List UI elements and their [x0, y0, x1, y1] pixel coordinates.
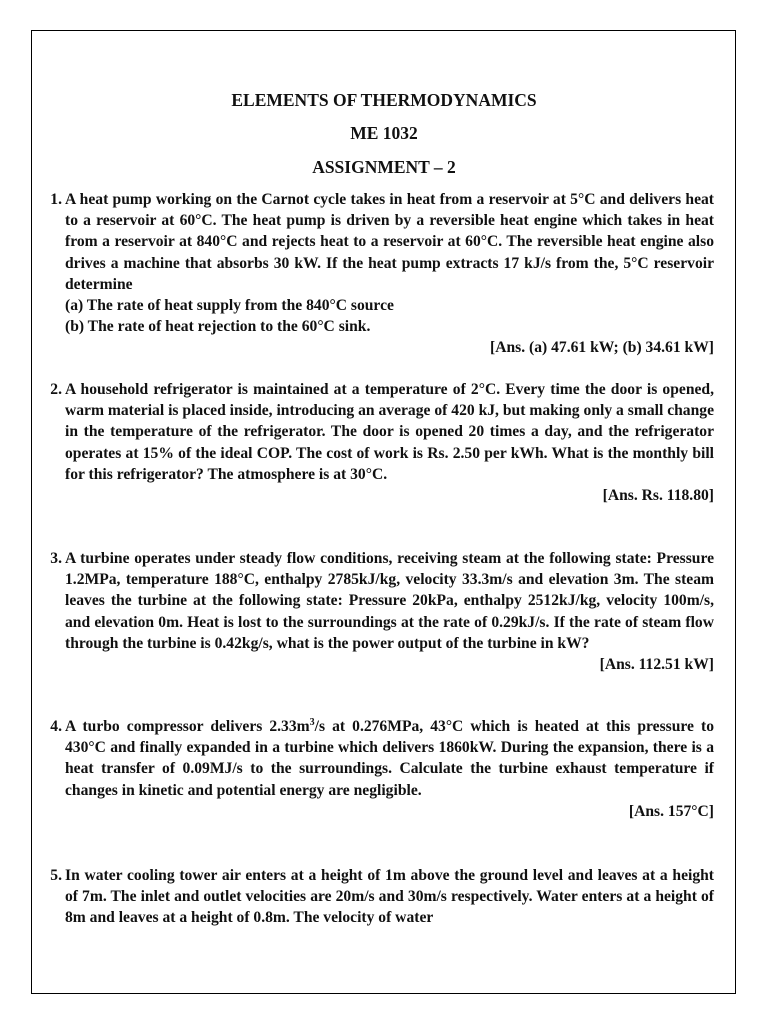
question-body: A household refrigerator is maintained at a temperature of 2°C. Every time the door is opened, warm material is placed inside, introducing an average of 420 kJ, but making only a small change in the temperature of the refrigerator. The door is opened 20 times a day, and the refrigerator operates at 15% of the ideal COP. The cost of work is Rs. 2.50 per kWh. What is the monthly bill for this refrigerator? The atmosphere is at 30°C.: [65, 381, 714, 483]
question-3: [37, 548, 714, 675]
question-number: 3.: [50, 550, 62, 567]
question-body: A heat pump working on the Carnot cycle takes in heat from a reservoir at 5°C and delivers heat to a reservoir at 60°C. The heat pump is driven by a reversible heat engine which takes in heat from a reservoir at 840°C and rejects heat to a reservoir at 60°C. The reversible heat engine also drives a machine that absorbs 30 kW. If the heat pump extracts 17 kJ/s from the, 5°C reservoir determine: [65, 191, 714, 293]
question-number: 2.: [50, 381, 62, 398]
question-2: [37, 379, 714, 506]
question-text: [65, 379, 714, 506]
question-body: In water cooling tower air enters at a height of 1m above the ground level and leaves at a height of 7m. The inlet and outlet velocities are 20m/s and 30m/s respectively. Water enters at a height of 8m and leaves at a height of 0.8m. The velocity of water: [65, 867, 714, 927]
question-text: [65, 548, 714, 675]
question-body-rest: /s at 0.276MPa, 43°C which is heated at this pressure to 430°C and finally expanded in a turbine which delivers 1860kW. During the expansion, there is a heat transfer of 0.09MJ/s to the surroundings. Calculate the turbine exhaust temperature if changes in kinetic and potential energy are negligible.: [65, 718, 714, 799]
question-part-a: (a) The rate of heat supply from the 840°C source: [65, 297, 394, 315]
question-part-b: (b) The rate of heat rejection to the 60°C sink.: [65, 318, 371, 336]
question-1: [37, 189, 714, 359]
answer: [Ans. Rs. 118.80]: [602, 487, 714, 505]
course-code: ME 1032: [350, 123, 418, 143]
question-5: [37, 865, 714, 929]
question-number: 1.: [50, 191, 62, 208]
course-title: ELEMENTS OF THERMODYNAMICS: [231, 90, 537, 110]
question-body: A turbine operates under steady flow conditions, receiving steam at the following state: Pressure 1.2MPa, temperature 188°C, enthalpy 2785kJ/kg, velocity 33.3m/s and elevation 3m. The steam leaves the turbine at the following state: Pressure 20kPa, enthalpy 2512kJ/kg, velocity 100m/s, and elevation 0m. Heat is lost to the surroundings at the rate of 0.29kJ/s. If the rate of steam flow through the turbine is 0.42kg/s, what is the power output of the turbine in kW?: [65, 550, 714, 652]
question-text: [65, 865, 714, 929]
question-body-start: A turbo compressor delivers 2.33m: [65, 718, 310, 735]
question-text: [65, 716, 714, 822]
superscript: 3: [309, 716, 315, 728]
question-number: 5.: [50, 867, 62, 884]
question-number: 4.: [50, 718, 62, 735]
question-text: [65, 189, 714, 359]
question-body: [65, 716, 714, 801]
question-4: [37, 716, 714, 822]
assignment-title: ASSIGNMENT – 2: [312, 157, 456, 177]
answer: [Ans. 157°C]: [628, 802, 714, 820]
answer: [Ans. 112.51 kW]: [599, 656, 714, 674]
answer: [Ans. (a) 47.61 kW; (b) 34.61 kW]: [490, 339, 714, 357]
